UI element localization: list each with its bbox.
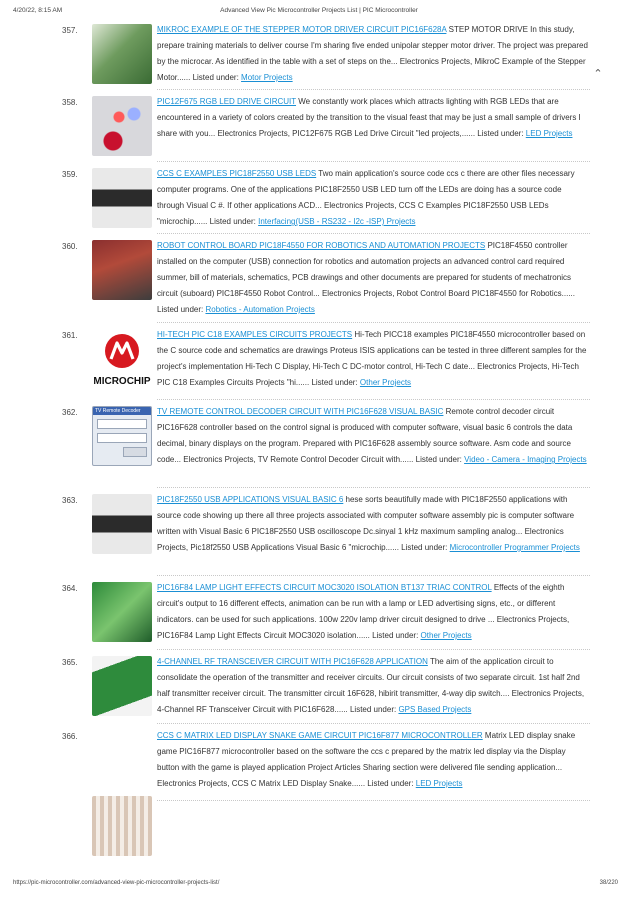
project-description: Two main application's source code ccs c there are other files necessary computer programs. One of the applications PIC18F2550 USB LED turn off the LEDs are doing has a source code through Visual C #. If other applications ACD... Electronics Projects, CCS C Examples PIC18F2550 USB LEDs "microchip...... Listed under: [157,169,575,226]
project-thumbnail[interactable] [92,329,152,389]
window-field [97,433,147,443]
project-thumbnail[interactable] [92,656,152,716]
footer-url: https://pic-microcontroller.com/advanced-view-pic-microcontroller-projects-list/ [13,880,220,886]
project-description: STEP MOTOR DRIVE In this study, prepare training materials to deliver course I'm sharing five ended unipolar stepper motor driver. The project was prepared by the microcar. As identified in the table with a set of steps on the... Electronics Projects, MikroC Example of the Stepper Motor...... Listed under: [157,25,588,82]
project-thumbnail[interactable] [92,96,152,156]
project-thumbnail[interactable] [92,24,152,84]
project-description: Remote control decoder circuit PIC16F628 controller based on the control signal is produced with computer software, visual basic 6 controls the data decimal, binary displays on the program. Prepared with PIC16F628 assembly source software. Asm code and source code... Electronics Projects, TV Remote Control Decoder Circuit with...... Listed under: [157,407,573,464]
divider [157,649,590,650]
list-item [0,404,638,484]
project-description: Effects of the eighth circuit's output to 16 different effects, animation can be run with a lamp or LED advertising signs, etc., or different indicators. can be used for such applications. 100w 220v lamp driver circuit designed to drive ... Electronics Projects, PIC16F84 Lamp Light Effects Circuit MOC3020 isolation...... Listed under: [157,583,570,640]
item-number: 365. [62,658,78,667]
category-link[interactable]: Robotics - Automation Projects [205,305,315,314]
item-number: 360. [62,242,78,251]
project-title-link[interactable]: ROBOT CONTROL BOARD PIC18F4550 FOR ROBOTICS AND AUTOMATION PROJECTS [157,241,486,250]
item-text [157,94,590,142]
item-text [157,654,590,718]
item-number: 363. [62,496,78,505]
list-item [0,94,638,164]
project-description: The aim of the application circuit to consolidate the operation of the transmitter and receiver circuits. Our circuit consists of two separate circuit. 1st half 2nd half transmitter receiver circuit. The transmitter circuit 16F628, hibirit transmitter, 4-way dip switch.... Electronics Projects, 4-Channel RF Transceiver Circuit with PIC16F628...... Listed under: [157,657,585,714]
item-text [157,728,590,792]
item-number: 359. [62,170,78,179]
project-thumbnail[interactable] [92,796,152,856]
chevron-up-icon[interactable]: ⌃ [593,68,603,80]
item-text [157,327,590,391]
divider [157,322,590,323]
category-link[interactable]: Other Projects [359,378,412,387]
item-text [157,492,590,556]
microchip-logo-text: MICROCHIP [93,376,151,387]
divider [157,723,590,724]
item-number: 362. [62,408,78,417]
project-description: Matrix LED display snake game PIC16F877 microcontroller based on the software the ccs c prepared by the matrix led display via the Display button with the game is played application Project Articles Sharing section were delivered file sending application... Electronics Projects, CCS C Matrix LED Display Snake...... Listed under: [157,731,576,788]
window-field [97,419,147,429]
project-description: Hi-Tech PICC18 examples PIC18F4550 microcontroller based on the C source code and schematics are drawings Proteus ISIS applications can be tested in three different samples for the project's implementation Hi-Tech C Display, Hi-Tech C DC-motor control, Hi-Tech C date... Electronics Projects, Hi-Tech PIC C18 Examples Circuits Projects "hi...... Listed under: [157,330,587,387]
list-item [0,492,638,572]
print-date: 4/20/22, 8:15 AM [13,7,63,14]
divider [157,399,590,400]
item-text [157,238,590,318]
item-number: 366. [62,732,78,741]
divider [157,575,590,576]
divider [157,89,590,90]
project-title-link[interactable]: PIC18F2550 USB APPLICATIONS VISUAL BASIC 6 [157,495,344,504]
page-title: Advanced View Pic Microcontroller Projects List | PIC Microcontroller [220,7,418,14]
project-thumbnail[interactable] [92,168,152,228]
project-title-link[interactable]: MIKROC EXAMPLE OF THE STEPPER MOTOR DRIVER CIRCUIT PIC16F628A [157,25,447,34]
category-link[interactable]: LED Projects [415,779,463,788]
category-link[interactable]: GPS Based Projects [398,705,472,714]
item-number: 364. [62,584,78,593]
category-link[interactable]: LED Projects [525,129,573,138]
project-description: We constantly work places which attracts lighting with RGB LEDs that are encountered in a variety of colors created by the transition to the visual feast that may be just a small sample of drivers I share with you... Electronics Projects, PIC12F675 RGB Led Drive Circuit "led projects,...... Listed under: [157,97,581,138]
project-title-link[interactable]: CCS C EXAMPLES PIC18F2550 USB LEDS [157,169,317,178]
item-text [157,22,590,86]
divider [157,161,590,162]
project-thumbnail[interactable] [92,406,152,466]
project-title-link[interactable]: TV REMOTE CONTROL DECODER CIRCUIT WITH PIC16F628 VISUAL BASIC [157,407,444,416]
item-text [157,404,590,468]
item-number: 358. [62,98,78,107]
project-description: hese sorts beautifully made with PIC18F2550 applications with source code showing up there all three projects associated with computer software assembly pic is computer software written with Visual Basic 6 PIC18F2550 USB oscilloscope Dc.sinyal 1 kHz maximum sampling analog... Electronics Projects, Pic18f2550 USB Applications Visual Basic 6 "microchip...... Listed under: [157,495,575,552]
category-link[interactable]: Video - Camera - Imaging Projects [464,455,587,464]
window-title-bar: TV Remote Decoder [93,407,151,415]
item-text [157,580,590,644]
window-button [123,447,147,457]
list-item [0,654,638,724]
list-item [0,728,638,858]
category-link[interactable]: Interfacing(USB - RS232 - I2c -ISP) Projects [258,217,416,226]
list-item [0,238,638,318]
list-item [0,580,638,650]
project-thumbnail[interactable] [92,582,152,642]
project-title-link[interactable]: PIC16F84 LAMP LIGHT EFFECTS CIRCUIT MOC3020 ISOLATION BT137 TRIAC CONTROL [157,583,492,592]
category-link[interactable]: Microcontroller Programmer Projects [449,543,580,552]
list-item [0,327,638,397]
item-text [157,166,590,230]
project-title-link[interactable]: HI-TECH PIC C18 EXAMPLES CIRCUITS PROJECTS [157,330,353,339]
project-thumbnail[interactable] [92,240,152,300]
divider [157,487,590,488]
divider [157,800,590,801]
page-number: 38/220 [599,880,618,886]
project-title-link[interactable]: PIC12F675 RGB LED DRIVE CIRCUIT [157,97,297,106]
item-number: 357. [62,26,78,35]
list-item [0,22,638,92]
category-link[interactable]: Other Projects [420,631,472,640]
category-link[interactable]: Motor Projects [241,73,293,82]
divider [157,233,590,234]
list-item [0,166,638,236]
item-number: 361. [62,331,78,340]
microchip-logo [92,329,152,389]
project-title-link[interactable]: 4-CHANNEL RF TRANSCEIVER CIRCUIT WITH PIC16F628 APPLICATION [157,657,428,666]
project-description: PIC18F4550 controller installed on the computer (USB) connection for robotics and automation projects an advanced control card required summer, bill of materials, schematics, PCB drawings and other documents are prepared for students of mechatronics circuit (suboard) PIC18F4550 Robot Control... Electronics Projects, Robot Control Board PIC18F4550 for Robotics...... Listed under: [157,241,575,314]
project-title-link[interactable]: CCS C MATRIX LED DISPLAY SNAKE GAME CIRCUIT PIC16F877 MICROCONTROLLER [157,731,483,740]
project-thumbnail[interactable] [92,494,152,554]
